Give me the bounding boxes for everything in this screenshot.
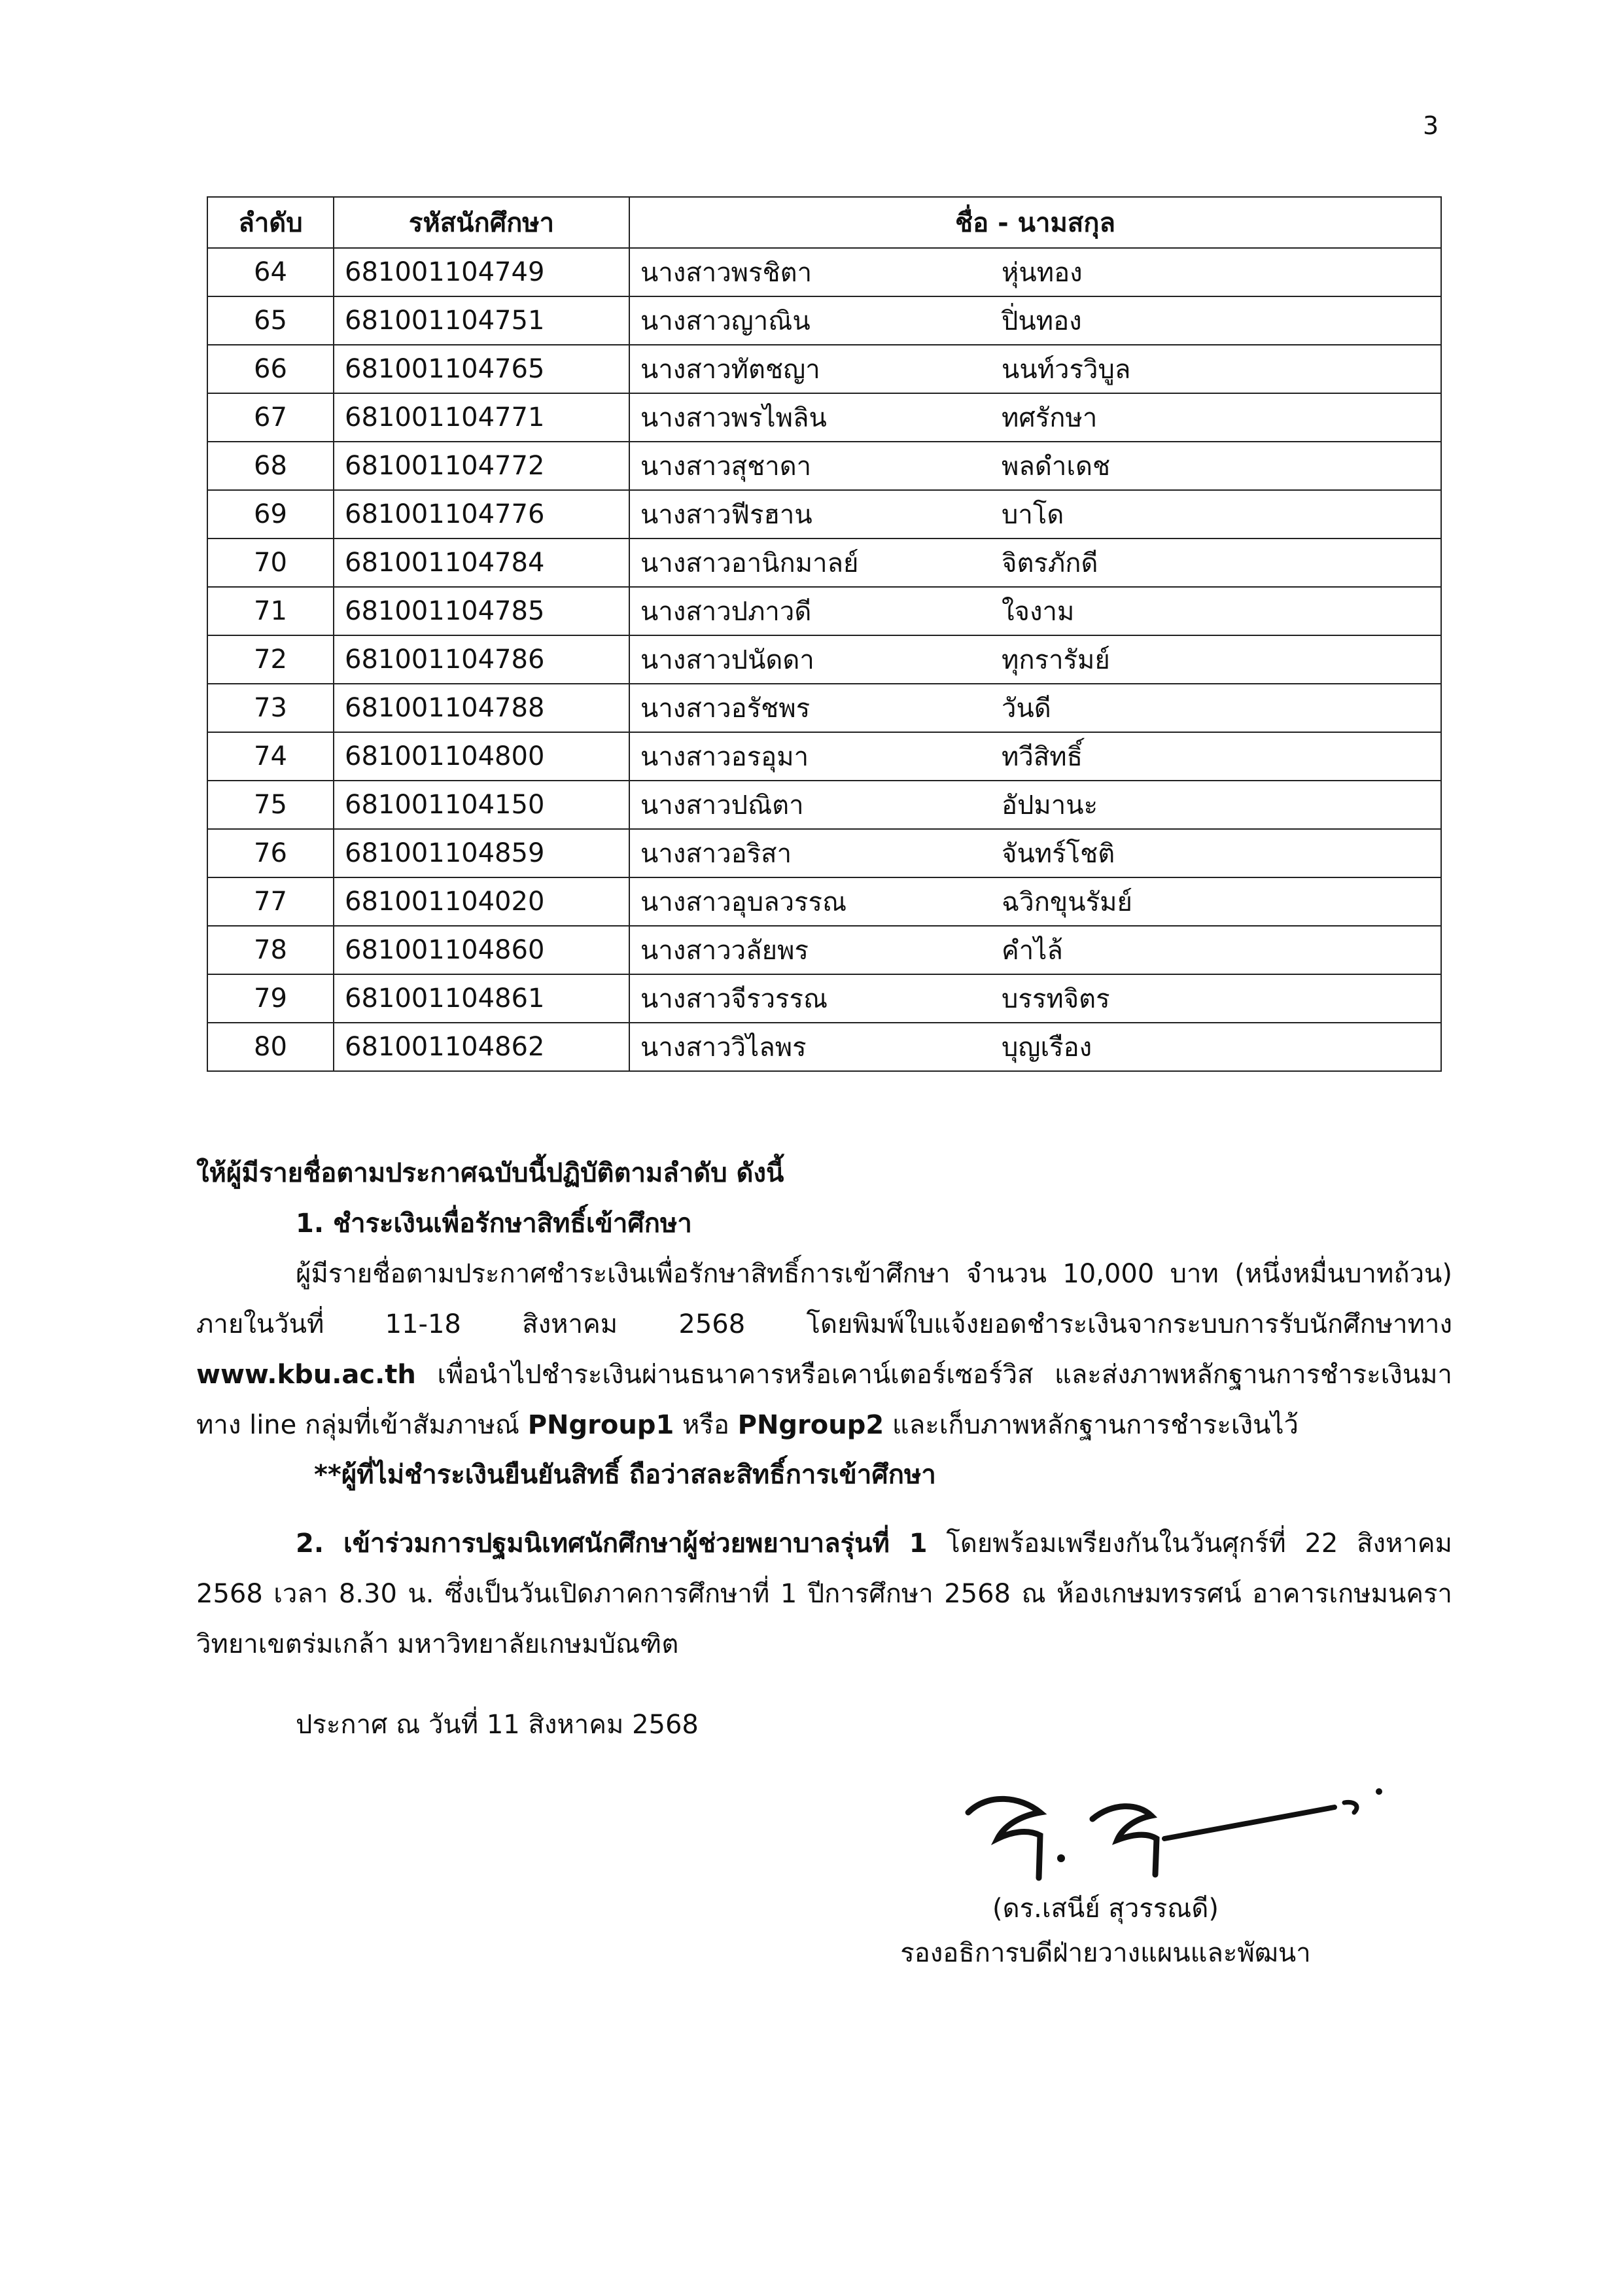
row-first-name: นางสาวอริสา <box>640 839 792 869</box>
step1-text-c: และเก็บภาพหลักฐานการชำระเงินไว้ <box>892 1410 1299 1440</box>
table-row <box>207 248 1441 296</box>
row-full-name <box>629 926 1441 974</box>
page-number: 3 <box>1423 111 1439 140</box>
row-seq: 68 <box>207 442 334 490</box>
row-student-id: 681001104785 <box>334 587 629 635</box>
announcement-date: ประกาศ ณ วันที่ 11 สิงหาคม 2568 <box>296 1710 699 1740</box>
row-first-name: นางสาวปภาวดี <box>640 597 812 627</box>
table-row <box>207 296 1441 345</box>
step2-title: 2. เข้าร่วมการปฐมนิเทศนักศึกษาผู้ช่วยพยาบาลรุ่นที่ 1 <box>296 1528 928 1559</box>
row-first-name: นางสาวปณิตา <box>640 790 804 821</box>
website-link[interactable]: www.kbu.ac.th <box>196 1360 416 1390</box>
header-name: ชื่อ - นามสกุล <box>629 197 1441 248</box>
row-full-name <box>629 442 1441 490</box>
table-row <box>207 587 1441 635</box>
row-last-name: ทวีสิทธิ์ <box>1002 742 1083 772</box>
header-student-id: รหัสนักศึกษา <box>334 197 629 248</box>
warning-note: **ผู้ที่ไม่ชำระเงินยืนยันสิทธิ์ ถือว่าสละสิทธิ์การเข้าศึกษา <box>314 1460 936 1490</box>
row-first-name: นางสาวพรไพลิน <box>640 403 827 433</box>
row-last-name: จิตรภักดี <box>1002 548 1098 578</box>
table-row <box>207 442 1441 490</box>
row-full-name <box>629 296 1441 345</box>
row-full-name <box>629 393 1441 442</box>
signer-name: (ดร.เสนีย์ สุวรรณดี) <box>992 1894 1219 1924</box>
row-full-name <box>629 1023 1441 1071</box>
table-row <box>207 877 1441 926</box>
row-last-name: พลดำเดช <box>1002 451 1111 482</box>
row-first-name: นางสาวฟีรฮาน <box>640 500 812 530</box>
step2-block <box>196 1519 1452 1670</box>
step1-text-b: เพื่อนำไปชำระเงินผ่านธนาคารหรือเคาน์เตอร์เซอร์วิส และส่งภาพหลักฐานการชำระเงินมาทาง line กลุ่มที่เข้าสัมภาษณ์ <box>196 1360 1453 1440</box>
row-student-id: 681001104800 <box>334 732 629 781</box>
row-last-name: ฉวิกขุนรัมย์ <box>1002 887 1132 917</box>
row-full-name <box>629 635 1441 684</box>
row-full-name <box>629 345 1441 393</box>
row-last-name: บรรทจิตร <box>1002 984 1110 1014</box>
row-last-name: ทุกรารัมย์ <box>1002 645 1110 675</box>
row-full-name <box>629 248 1441 296</box>
row-seq: 72 <box>207 635 334 684</box>
row-student-id: 681001104771 <box>334 393 629 442</box>
row-seq: 71 <box>207 587 334 635</box>
row-seq: 66 <box>207 345 334 393</box>
row-student-id: 681001104786 <box>334 635 629 684</box>
row-seq: 73 <box>207 684 334 732</box>
table-row <box>207 974 1441 1023</box>
table-row <box>207 539 1441 587</box>
row-seq: 77 <box>207 877 334 926</box>
row-seq: 65 <box>207 296 334 345</box>
row-full-name <box>629 539 1441 587</box>
row-last-name: ทศรักษา <box>1002 403 1098 433</box>
row-seq: 75 <box>207 781 334 829</box>
row-first-name: นางสาวพรชิตา <box>640 258 812 288</box>
row-seq: 76 <box>207 829 334 877</box>
row-last-name: นนท์วรวิบูล <box>1002 355 1131 385</box>
table-row <box>207 684 1441 732</box>
row-student-id: 681001104788 <box>334 684 629 732</box>
row-student-id: 681001104862 <box>334 1023 629 1071</box>
row-student-id: 681001104776 <box>334 490 629 539</box>
row-student-id: 681001104749 <box>334 248 629 296</box>
row-student-id: 681001104859 <box>334 829 629 877</box>
row-seq: 78 <box>207 926 334 974</box>
row-student-id: 681001104860 <box>334 926 629 974</box>
row-seq: 70 <box>207 539 334 587</box>
row-first-name: นางสาวสุชาดา <box>640 451 812 482</box>
row-last-name: ใจงาม <box>1002 597 1075 627</box>
table-row <box>207 926 1441 974</box>
row-seq: 64 <box>207 248 334 296</box>
row-last-name: ปิ่นทอง <box>1002 306 1082 336</box>
row-full-name <box>629 829 1441 877</box>
step1-title: 1. ชำระเงินเพื่อรักษาสิทธิ์เข้าศึกษา <box>296 1209 692 1239</box>
header-seq: ลำดับ <box>207 197 334 248</box>
row-full-name <box>629 877 1441 926</box>
row-student-id: 681001104765 <box>334 345 629 393</box>
table-row <box>207 490 1441 539</box>
row-first-name: นางสาวปนัดดา <box>640 645 814 675</box>
table-header-row <box>207 197 1441 248</box>
student-table <box>207 196 1442 1072</box>
group2-label: PNgroup2 <box>737 1410 884 1440</box>
instructions-intro: ให้ผู้มีรายชื่อตามประกาศฉบับนี้ปฏิบัติตามลำดับ ดังนี้ <box>196 1158 784 1188</box>
row-last-name: บาโด <box>1002 500 1064 530</box>
row-student-id: 681001104150 <box>334 781 629 829</box>
row-first-name: นางสาววิไลพร <box>640 1033 807 1063</box>
table-row <box>207 635 1441 684</box>
row-first-name: นางสาวอรัชพร <box>640 694 811 724</box>
row-first-name: นางสาวอานิกมาลย์ <box>640 548 859 578</box>
row-student-id: 681001104784 <box>334 539 629 587</box>
row-first-name: นางสาวจีรวรรณ <box>640 984 828 1014</box>
row-seq: 79 <box>207 974 334 1023</box>
table-row <box>207 393 1441 442</box>
table-row <box>207 732 1441 781</box>
row-last-name: บุญเรือง <box>1002 1033 1092 1063</box>
table-body <box>207 248 1441 1071</box>
row-last-name: อัปมานะ <box>1002 790 1098 821</box>
row-seq: 74 <box>207 732 334 781</box>
row-seq: 67 <box>207 393 334 442</box>
row-first-name: นางสาวอรอุมา <box>640 742 809 772</box>
row-student-id: 681001104020 <box>334 877 629 926</box>
table-row <box>207 829 1441 877</box>
table-row <box>207 1023 1441 1071</box>
row-student-id: 681001104772 <box>334 442 629 490</box>
row-first-name: นางสาวทัตชญา <box>640 355 820 385</box>
row-student-id: 681001104861 <box>334 974 629 1023</box>
row-last-name: คำไล้ <box>1002 936 1063 966</box>
table-row <box>207 345 1441 393</box>
row-student-id: 681001104751 <box>334 296 629 345</box>
row-full-name <box>629 974 1441 1023</box>
step2-body: โดยพร้อมเพรียงกันในวันศุกร์ที่ 22 สิงหาคม 2568 เวลา 8.30 น. ซึ่งเป็นวันเปิดภาคการศึกษาที่ 1 ปีการศึกษา 2568 ณ ห้องเกษมทรรศน์ อาคารเกษมนคราวิทยาเขตร่มเกล้า มหาวิทยาลัยเกษมบัณฑิต <box>196 1528 1453 1659</box>
group1-label: PNgroup1 <box>527 1410 674 1440</box>
table-row <box>207 781 1441 829</box>
row-full-name <box>629 587 1441 635</box>
row-first-name: นางสาวอุบลวรรณ <box>640 887 847 917</box>
row-full-name <box>629 684 1441 732</box>
row-seq: 80 <box>207 1023 334 1071</box>
row-first-name: นางสาวญาณิน <box>640 306 811 336</box>
row-full-name <box>629 781 1441 829</box>
row-last-name: วันดี <box>1002 694 1051 724</box>
or-word: หรือ <box>682 1410 729 1440</box>
row-seq: 69 <box>207 490 334 539</box>
row-last-name: หุ่นทอง <box>1002 258 1083 288</box>
row-last-name: จันทร์โชติ <box>1002 839 1115 869</box>
row-full-name <box>629 490 1441 539</box>
row-full-name <box>629 732 1441 781</box>
row-first-name: นางสาววลัยพร <box>640 936 809 966</box>
signer-title: รองอธิการบดีฝ่ายวางแผนและพัฒนา <box>900 1938 1311 1968</box>
step1-text-a: ผู้มีรายชื่อตามประกาศชำระเงินเพื่อรักษาสิทธิ์การเข้าศึกษา จำนวน 10,000 บาท (หนึ่งหมื่นบาทถ้วน) ภายในวันที่ 11-18 สิงหาคม 2568 โดยพิมพ์ใบแจ้งยอดชำระเงินจากระบบการรับนักศึกษาทาง <box>196 1259 1452 1339</box>
step1-body <box>196 1249 1452 1451</box>
